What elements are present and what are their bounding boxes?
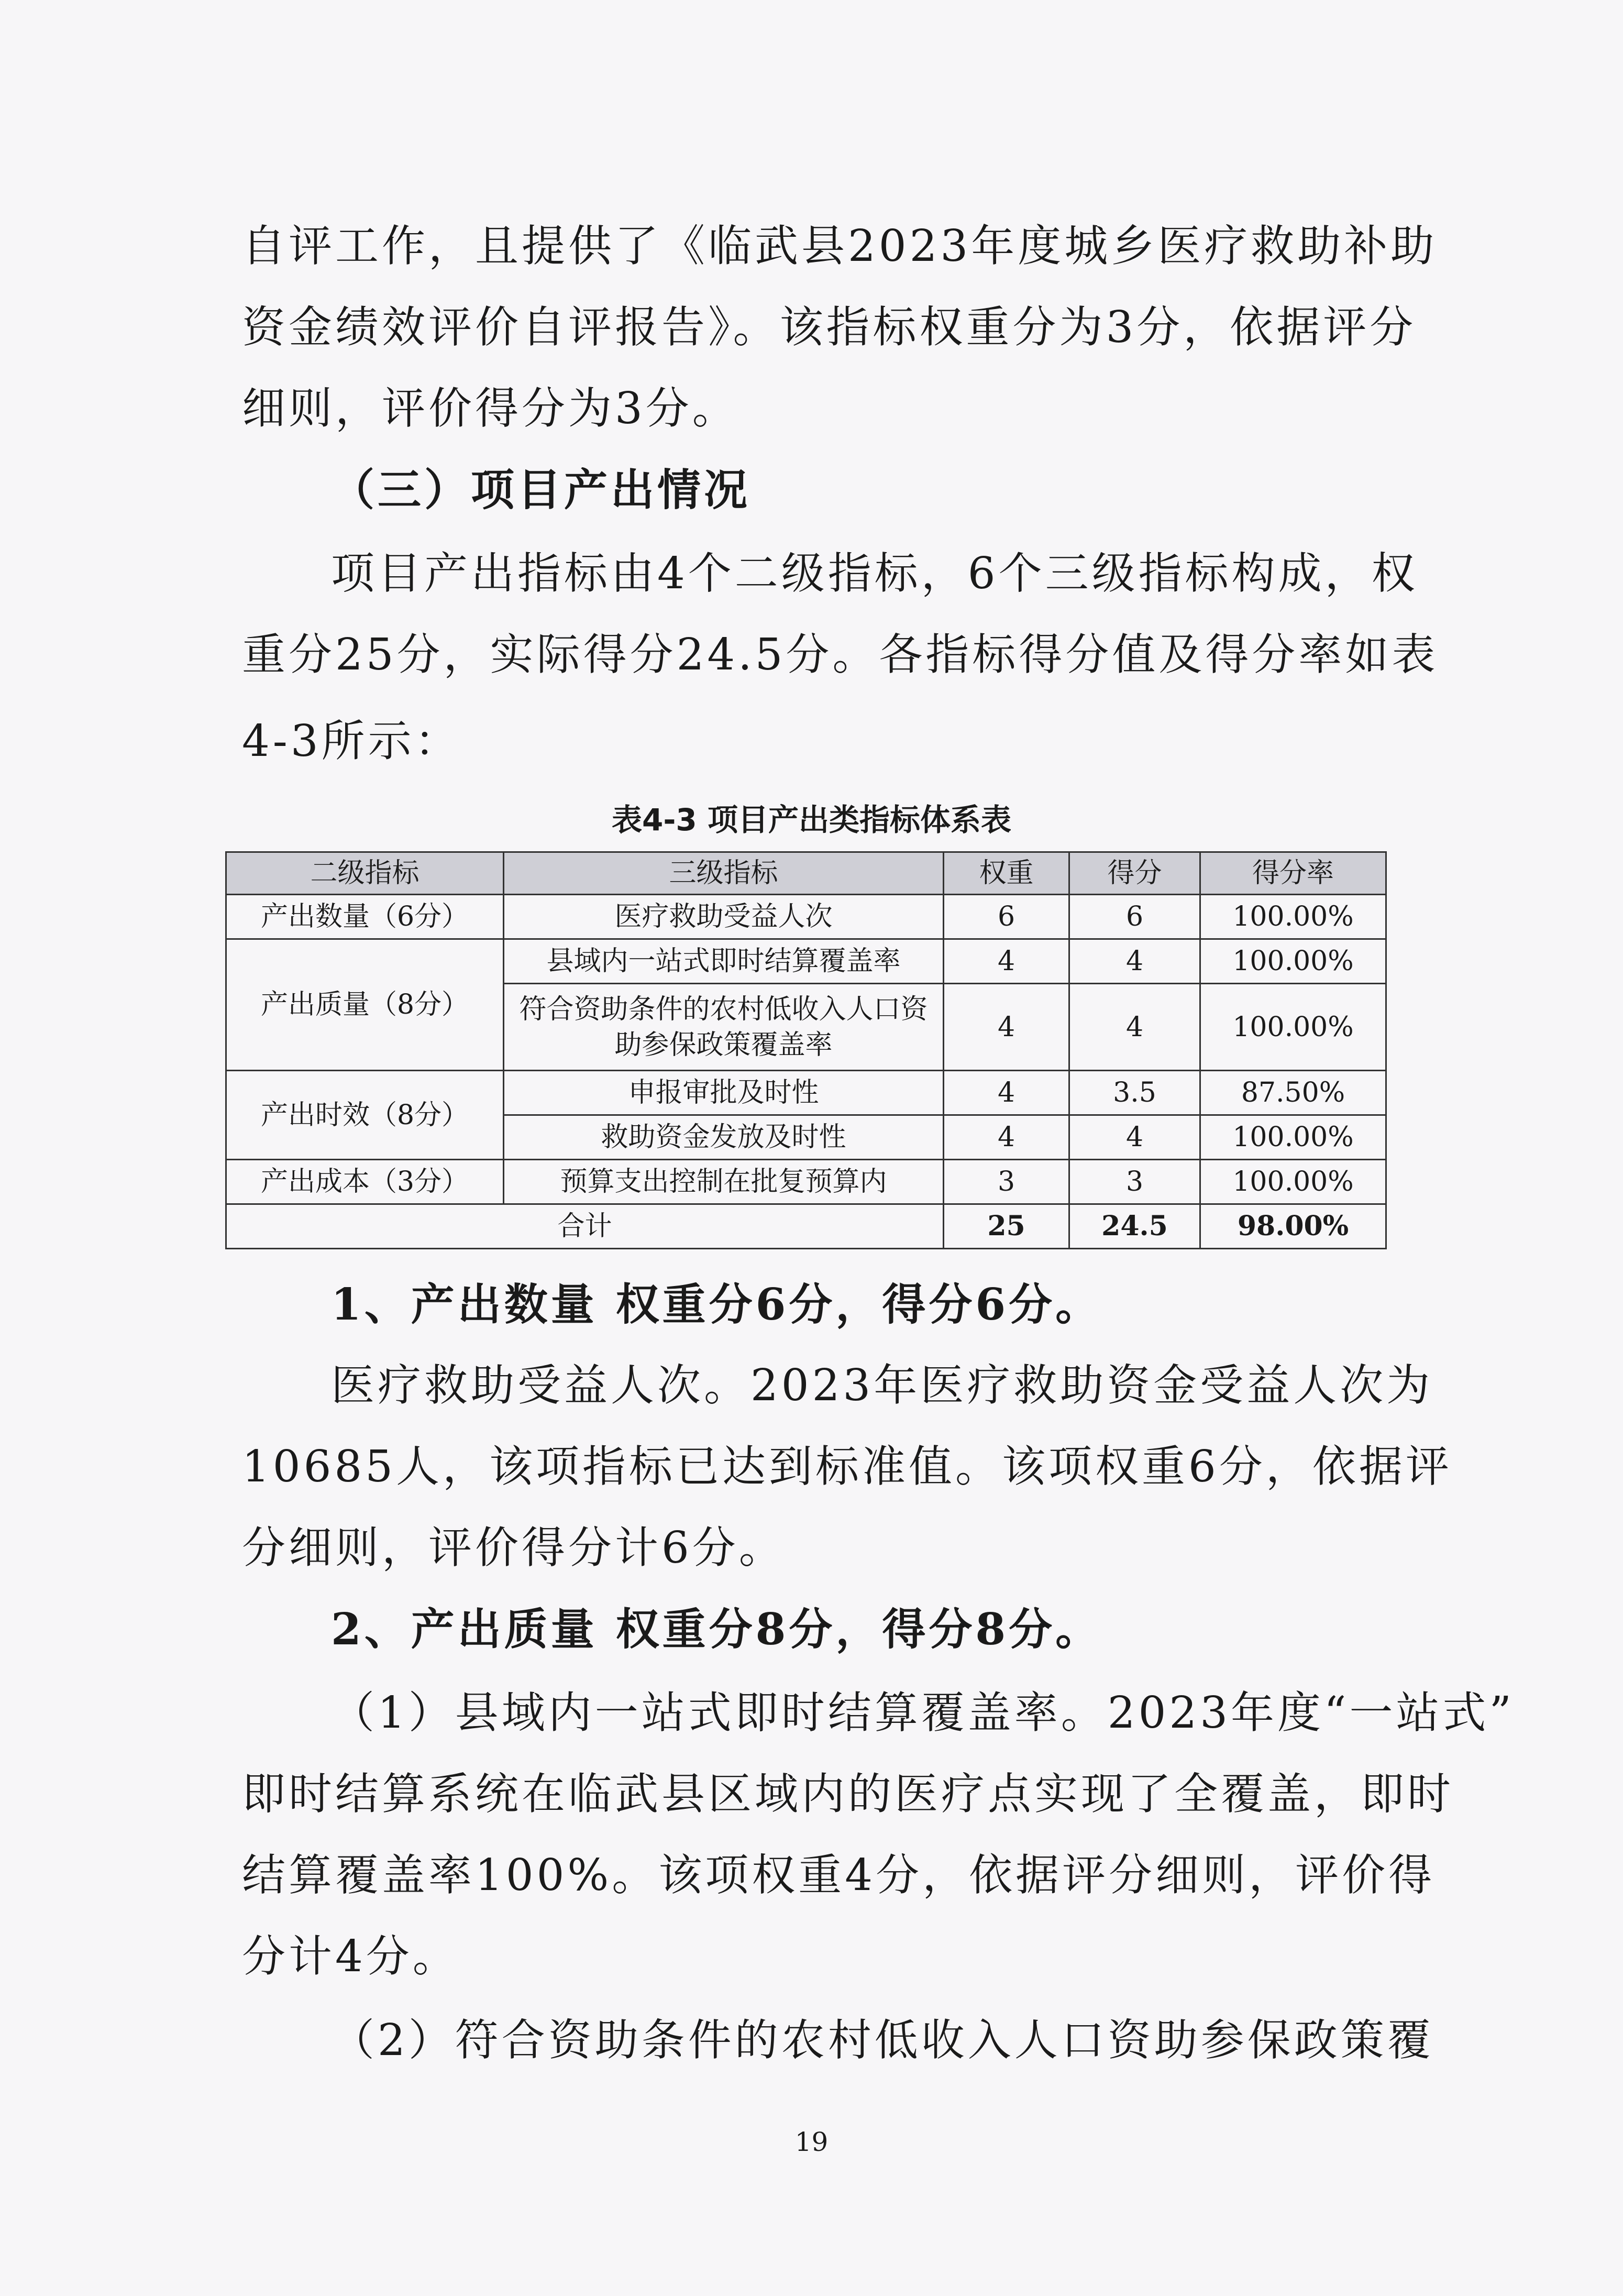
header-weight: 权重 (944, 852, 1069, 895)
cell-level2: 产出质量（8分） (226, 939, 504, 1071)
header-level2: 二级指标 (226, 852, 504, 895)
cell-rate: 100.00% (1200, 939, 1386, 984)
paragraph-line: 即时结算系统在临武县区域内的医疗点实现了全覆盖，即时 (242, 1768, 1454, 1819)
cell-level3: 预算支出控制在批复预算内 (504, 1160, 944, 1204)
cell-rate: 100.00% (1200, 1115, 1386, 1160)
paragraph-line: 资金绩效评价自评报告》。该指标权重分为3分，依据评分 (242, 302, 1417, 353)
paragraph-line: 结算覆盖率100%。该项权重4分，依据评分细则，评价得 (242, 1850, 1436, 1900)
paragraph-line: 自评工作，且提供了《临武县2023年度城乡医疗救助补助 (242, 221, 1438, 271)
cell-total-score: 24.5 (1069, 1204, 1200, 1249)
subsection-heading: 1、产出数量 权重分6分，得分6分。 (331, 1279, 1102, 1330)
indicator-table (225, 851, 1387, 1249)
paragraph-line: （2）符合资助条件的农村低收入人口资助参保政策覆 (331, 2015, 1434, 2066)
cell-score: 6 (1069, 895, 1200, 939)
paragraph-line: 项目产出指标由4个二级指标，6个三级指标构成，权 (331, 548, 1418, 599)
header-rate: 得分率 (1200, 852, 1386, 895)
cell-total-label: 合计 (226, 1204, 944, 1249)
table-row (226, 895, 1386, 939)
cell-weight: 4 (944, 1115, 1069, 1160)
cell-level3: 县域内一站式即时结算覆盖率 (504, 939, 944, 984)
cell-score: 4 (1069, 1115, 1200, 1160)
cell-weight: 3 (944, 1160, 1069, 1204)
cell-level3: 申报审批及时性 (504, 1071, 944, 1115)
cell-score: 3 (1069, 1160, 1200, 1204)
cell-level3: 符合资助条件的农村低收入人口资助参保政策覆盖率 (504, 984, 944, 1071)
cell-rate: 100.00% (1200, 895, 1386, 939)
cell-level3: 救助资金发放及时性 (504, 1115, 944, 1160)
paragraph-line: 重分25分，实际得分24.5分。各指标得分值及得分率如表 (242, 629, 1439, 680)
table-total-row (226, 1204, 1386, 1249)
header-score: 得分 (1069, 852, 1200, 895)
cell-total-weight: 25 (944, 1204, 1069, 1249)
table-caption: 表4-3 项目产出类指标体系表 (612, 802, 1011, 838)
cell-score: 4 (1069, 984, 1200, 1071)
cell-level3: 医疗救助受益人次 (504, 895, 944, 939)
cell-rate: 100.00% (1200, 1160, 1386, 1204)
paragraph-line: 分计4分。 (242, 1931, 459, 1982)
table-header-row (226, 852, 1386, 895)
table-row (226, 1071, 1386, 1115)
header-level3: 三级指标 (504, 852, 944, 895)
cell-weight: 4 (944, 939, 1069, 984)
cell-score: 3.5 (1069, 1071, 1200, 1115)
table-row (226, 1160, 1386, 1204)
cell-rate: 100.00% (1200, 984, 1386, 1071)
paragraph-line: 医疗救助受益人次。2023年医疗救助资金受益人次为 (331, 1360, 1433, 1411)
paragraph-line: 分细则，评价得分计6分。 (242, 1522, 786, 1573)
cell-total-rate: 98.00% (1200, 1204, 1386, 1249)
paragraph-line: 4-3所示： (242, 716, 461, 766)
cell-score: 4 (1069, 939, 1200, 984)
paragraph-line: （1）县域内一站式即时结算覆盖率。2023年度“一站式” (331, 1687, 1515, 1738)
table-row (226, 939, 1386, 984)
cell-level2: 产出时效（8分） (226, 1071, 504, 1160)
cell-weight: 4 (944, 1071, 1069, 1115)
page-number: 19 (794, 2127, 829, 2157)
cell-rate: 87.50% (1200, 1071, 1386, 1115)
cell-weight: 6 (944, 895, 1069, 939)
cell-level2: 产出数量（6分） (226, 895, 504, 939)
subsection-heading: 2、产出质量 权重分8分，得分8分。 (331, 1603, 1102, 1655)
paragraph-line: 细则，评价得分为3分。 (242, 383, 739, 434)
section-heading: （三）项目产出情况 (331, 464, 750, 515)
paragraph-line: 10685人，该项指标已达到标准值。该项权重6分，依据评 (242, 1441, 1452, 1492)
cell-weight: 4 (944, 984, 1069, 1071)
cell-level2: 产出成本（3分） (226, 1160, 504, 1204)
